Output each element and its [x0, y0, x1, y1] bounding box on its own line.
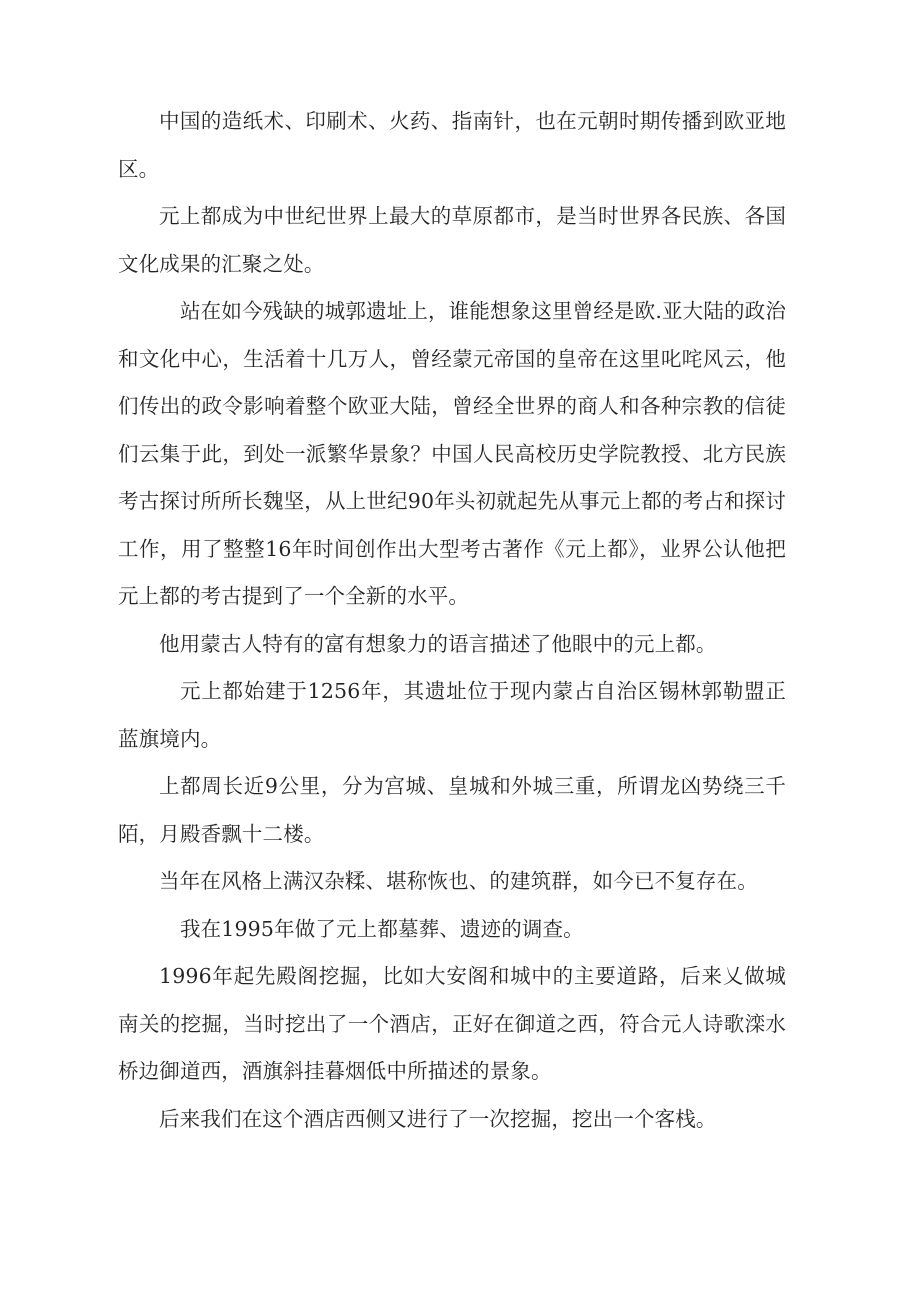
paragraph: 元上都始建于1256年，其遗址位于现内蒙占自治区锡林郭勒盟正蓝旗境内。 — [118, 679, 786, 751]
paragraph: 他用蒙古人特有的富有想象力的语言描述了他眼中的元上都。 — [159, 631, 717, 656]
paragraph: 中国的造纸术、印刷术、火药、指南针，也在元朝时期传播到欧亚地区。 — [118, 109, 786, 181]
document-text-body — [118, 98, 786, 1143]
paragraph: 站在如今残缺的城郭遗址上，谁能想象这里曾经是欧.亚大陆的政治和文化中心，生活着十几万人，曾经蒙元帝国的皇帝在这里叱咤风云，他们传出的政令影响着整个欧亚大陆，曾经全世界的商人和各种宗教的信徒们云集于此，到处一派繁华景象？中国人民高校历史学院教授、北方民族考古探讨所所长魏坚，从上世纪90年头初就起先从事元上都的考占和探讨工作，用了整整16年时间创作出大型考古著作《元上都》，业界公认他把元上都的考古提到了一个全新的水平。 — [118, 299, 786, 608]
paragraph: 1996年起先殿阁挖掘，比如大安阁和城中的主要道路，后来乂做城南关的挖掘，当时挖出了一个酒店，正好在御道之西，符合元人诗歌滦水桥边御道西，酒旗斜挂暮烟低中所描述的景象。 — [118, 964, 786, 1083]
paragraph: 后来我们在这个酒店西侧又进行了一次挖掘，挖出一个客栈。 — [159, 1106, 717, 1131]
paragraph: 我在1995年做了元上都墓葬、遗迹的调查。 — [180, 916, 584, 941]
paragraph: 上都周长近9公里，分为宫城、皇城和外城三重，所谓龙凶势绕三千陌，月殿香飘十二楼。 — [118, 774, 786, 846]
paragraph: 当年在风格上满汉杂糅、堪称恢也、的建筑群，如今已不复存在。 — [159, 869, 758, 893]
paragraph: 元上都成为中世纪世界上最大的草原都市，是当时世界各民族、各国文化成果的汇聚之处。 — [118, 204, 786, 276]
